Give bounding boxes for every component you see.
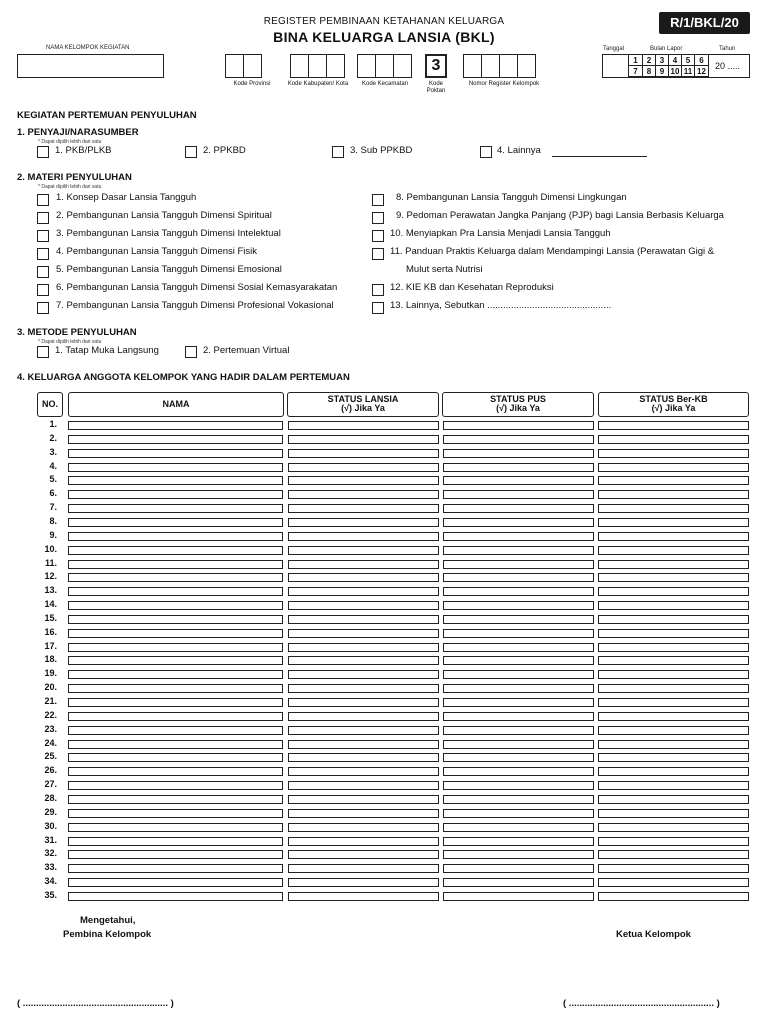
month-cell[interactable]: 3: [656, 55, 669, 66]
row-pus-cell[interactable]: [443, 463, 594, 472]
sub-ppkbd-checkbox[interactable]: [332, 146, 344, 158]
row-nama-cell[interactable]: [68, 670, 283, 679]
materi-label-10: 10. Menyiapkan Pra Lansia Menjadi Lansia Tangguh: [390, 228, 611, 239]
year-field[interactable]: 20 .....: [715, 61, 741, 71]
row-pus-cell[interactable]: [443, 767, 594, 776]
materi-label-8: 8. Pembangunan Lansia Tangguh Dimensi Lingkungan: [396, 192, 627, 203]
row-nama-cell[interactable]: [68, 573, 283, 582]
row-number: 31.: [44, 834, 57, 845]
row-lansia-cell[interactable]: [288, 615, 439, 624]
ketua-label: Ketua Kelompok: [616, 929, 691, 940]
row-kb-cell[interactable]: [598, 740, 749, 749]
month-cell[interactable]: 12: [695, 66, 709, 77]
row-pus-cell[interactable]: [443, 504, 594, 513]
col-pus-title: STATUS PUS: [490, 394, 546, 404]
col-lansia-header: [287, 392, 439, 417]
row-lansia-cell[interactable]: [288, 767, 439, 776]
month-cell[interactable]: 1: [629, 55, 643, 66]
row-kb-cell[interactable]: [598, 587, 749, 596]
row-number: 21.: [44, 696, 57, 706]
materi-checkbox-1[interactable]: [37, 194, 49, 206]
row-nama-cell[interactable]: [68, 615, 283, 624]
row-nama-cell[interactable]: [68, 532, 283, 541]
row-lansia-cell[interactable]: [288, 587, 439, 596]
row-nama-cell[interactable]: [68, 421, 283, 430]
row-lansia-cell[interactable]: [288, 712, 439, 721]
row-pus-cell[interactable]: [443, 850, 594, 859]
row-lansia-cell[interactable]: [288, 490, 439, 499]
materi-checkbox-6[interactable]: [37, 284, 49, 296]
row-nama-cell[interactable]: [68, 490, 283, 499]
row-pus-cell[interactable]: [443, 698, 594, 707]
materi-checkbox-10[interactable]: [372, 230, 384, 242]
section2-title: 2. MATERI PENYULUHAN: [17, 172, 132, 183]
materi-label-4: 4. Pembangunan Lansia Tangguh Dimensi Fisik: [56, 246, 258, 257]
ppkbd-checkbox[interactable]: [185, 146, 197, 158]
materi-checkbox-4[interactable]: [37, 248, 49, 260]
row-lansia-cell[interactable]: [288, 823, 439, 832]
row-number: 3.: [49, 446, 57, 457]
row-number: 11.: [44, 557, 57, 568]
row-nama-cell[interactable]: [68, 726, 283, 735]
row-kb-cell[interactable]: [598, 643, 749, 652]
row-lansia-cell[interactable]: [288, 435, 439, 444]
row-pus-cell[interactable]: [443, 781, 594, 790]
col-kb-hint: (√) Jika Ya: [651, 403, 696, 413]
section1-title: 1. PENYAJI/NARASUMBER: [17, 127, 139, 138]
row-kb-cell[interactable]: [598, 546, 749, 555]
col-no-header: NO.: [37, 392, 63, 417]
row-kb-cell[interactable]: [598, 878, 749, 887]
row-kb-cell[interactable]: [598, 767, 749, 776]
materi-label-1: 1. Konsep Dasar Lansia Tangguh: [56, 192, 197, 203]
row-pus-cell[interactable]: [443, 587, 594, 596]
row-lansia-cell[interactable]: [288, 684, 439, 693]
row-lansia-cell[interactable]: [288, 864, 439, 873]
materi-checkbox-9[interactable]: [372, 212, 384, 224]
kecamatan-label: Kode Kecamatan: [361, 81, 409, 87]
month-cell[interactable]: 8: [643, 66, 656, 77]
section1-note: * Dapat dipilih lebih dari satu: [38, 139, 102, 145]
row-nama-cell[interactable]: [68, 656, 283, 665]
row-nama-cell[interactable]: [68, 698, 283, 707]
row-lansia-cell[interactable]: [288, 878, 439, 887]
kecamatan-digit-2[interactable]: [375, 54, 394, 78]
materi-checkbox-11[interactable]: [372, 248, 384, 260]
row-number: 15.: [44, 612, 57, 623]
row-nama-cell[interactable]: [68, 643, 283, 652]
row-kb-cell[interactable]: [598, 781, 749, 790]
register-digit-3[interactable]: [499, 54, 518, 78]
materi-checkbox-8[interactable]: [372, 194, 384, 206]
row-lansia-cell[interactable]: [288, 421, 439, 430]
col-pus-header: [442, 392, 594, 417]
col-pus-hint: (√) Jika Ya: [496, 403, 540, 413]
row-number: 23.: [44, 723, 57, 734]
row-pus-cell[interactable]: [443, 878, 594, 887]
row-nama-cell[interactable]: [68, 518, 283, 527]
provinsi-digit-2[interactable]: [243, 54, 262, 78]
sub-ppkbd-label: 3. Sub PPKBD: [350, 145, 413, 156]
row-pus-cell[interactable]: [443, 712, 594, 721]
col-lansia-title: STATUS LANSIA: [327, 394, 399, 404]
ketua-signature-line[interactable]: ( ....................................................... ): [563, 998, 720, 1009]
row-lansia-cell[interactable]: [288, 476, 439, 485]
row-nama-cell[interactable]: [68, 892, 283, 901]
row-nama-cell[interactable]: [68, 850, 283, 859]
row-number: 4.: [49, 460, 57, 471]
row-kb-cell[interactable]: [598, 615, 749, 624]
kabupaten-digit-2[interactable]: [308, 54, 327, 78]
tatap-muka-label: 1. Tatap Muka Langsung: [55, 345, 159, 356]
row-nama-cell[interactable]: [68, 684, 283, 693]
month-cell[interactable]: 10: [669, 66, 682, 77]
row-number: 17.: [44, 640, 57, 651]
row-nama-cell[interactable]: [68, 560, 283, 569]
kabupaten-digit-3[interactable]: [326, 54, 345, 78]
row-pus-cell[interactable]: [443, 615, 594, 624]
row-kb-cell[interactable]: [598, 490, 749, 499]
row-number: 35.: [44, 889, 57, 900]
row-pus-cell[interactable]: [443, 643, 594, 652]
row-nama-cell[interactable]: [68, 864, 283, 873]
materi-label-13: 13. Lainnya, Sebutkan ...............................................: [390, 300, 612, 311]
register-label: Nomor Register Kelompok: [468, 81, 540, 87]
virtual-label: 2. Pertemuan Virtual: [203, 345, 290, 356]
row-lansia-cell[interactable]: [288, 463, 439, 472]
row-nama-cell[interactable]: [68, 476, 283, 485]
row-kb-cell[interactable]: [598, 573, 749, 582]
materi-label-12: 12. KIE KB dan Kesehatan Reproduksi: [390, 282, 554, 293]
row-pus-cell[interactable]: [443, 560, 594, 569]
materi-checkbox-12[interactable]: [372, 284, 384, 296]
report-date-calendar: [602, 54, 750, 78]
poktan-label: Kode Poktan: [426, 81, 446, 94]
row-nama-cell[interactable]: [68, 629, 283, 638]
row-nama-cell[interactable]: [68, 837, 283, 846]
row-number: 5.: [49, 474, 57, 485]
virtual-checkbox[interactable]: [185, 346, 197, 358]
kecamatan-digit-3[interactable]: [393, 54, 412, 78]
row-nama-cell[interactable]: [68, 795, 283, 804]
row-pus-cell[interactable]: [443, 546, 594, 555]
row-nama-cell[interactable]: [68, 878, 283, 887]
row-pus-cell[interactable]: [443, 864, 594, 873]
row-number: 12.: [44, 571, 57, 582]
row-number: 30.: [44, 820, 57, 831]
row-kb-cell[interactable]: [598, 809, 749, 818]
kabupaten-label: Kode Kabupaten/ Kota: [287, 81, 349, 87]
tanggal-label: Tanggal: [603, 46, 625, 52]
row-kb-cell[interactable]: [598, 504, 749, 513]
row-lansia-cell[interactable]: [288, 449, 439, 458]
row-kb-cell[interactable]: [598, 892, 749, 901]
row-nama-cell[interactable]: [68, 435, 283, 444]
row-number: 19.: [44, 668, 57, 679]
form-code-badge: R/1/BKL/20: [659, 12, 750, 34]
materi-checkbox-7[interactable]: [37, 302, 49, 314]
group-name-label: NAMA KELOMPOK KEGIATAN: [46, 45, 130, 51]
row-lansia-cell[interactable]: [288, 740, 439, 749]
pkb-checkbox[interactable]: [37, 146, 49, 158]
row-number: 2.: [49, 432, 57, 443]
row-pus-cell[interactable]: [443, 837, 594, 846]
row-nama-cell[interactable]: [68, 546, 283, 555]
row-number: 20.: [44, 682, 57, 693]
row-nama-cell[interactable]: [68, 449, 283, 458]
pkb-label: 1. PKB/PLKB: [55, 145, 112, 156]
row-pus-cell[interactable]: [443, 656, 594, 665]
bulan-label: Bulan Lapor: [650, 46, 683, 52]
row-number: 6.: [49, 488, 57, 499]
row-nama-cell[interactable]: [68, 587, 283, 596]
month-grid: [629, 55, 711, 77]
row-pus-cell[interactable]: [443, 518, 594, 527]
row-kb-cell[interactable]: [598, 449, 749, 458]
row-number: 32.: [44, 848, 57, 859]
form-subtitle: REGISTER PEMBINAAN KETAHANAN KELUARGA: [263, 16, 505, 27]
row-lansia-cell[interactable]: [288, 726, 439, 735]
row-pus-cell[interactable]: [443, 740, 594, 749]
register-digit-4[interactable]: [517, 54, 536, 78]
row-kb-cell[interactable]: [598, 698, 749, 707]
row-pus-cell[interactable]: [443, 421, 594, 430]
row-lansia-cell[interactable]: [288, 698, 439, 707]
group-name-field[interactable]: [17, 54, 164, 78]
row-kb-cell[interactable]: [598, 864, 749, 873]
row-number: 24.: [44, 737, 57, 748]
row-kb-cell[interactable]: [598, 463, 749, 472]
ppkbd-label: 2. PPKBD: [203, 145, 246, 156]
provinsi-label: Kode Provinsi: [233, 81, 271, 87]
materi-label-11: 11. Panduan Praktis Keluarga dalam Mendampingi Lansia (Perawatan Gigi &: [390, 246, 715, 257]
materi-checkbox-2[interactable]: [37, 212, 49, 224]
row-lansia-cell[interactable]: [288, 850, 439, 859]
row-kb-cell[interactable]: [598, 421, 749, 430]
materi-label-9: 9. Pedoman Perawatan Jangka Panjang (PJP) bagi Lansia Berbasis Keluarga: [396, 210, 724, 221]
row-kb-cell[interactable]: [598, 601, 749, 610]
row-number: 18.: [44, 654, 57, 665]
row-lansia-cell[interactable]: [288, 504, 439, 513]
row-number: 22.: [44, 709, 57, 720]
row-kb-cell[interactable]: [598, 753, 749, 762]
main-heading: KEGIATAN PERTEMUAN PENYULUHAN: [17, 110, 197, 121]
month-cell[interactable]: 6: [695, 55, 709, 66]
month-cell[interactable]: 9: [656, 66, 669, 77]
row-pus-cell[interactable]: [443, 573, 594, 582]
row-kb-cell[interactable]: [598, 684, 749, 693]
month-cell[interactable]: 4: [669, 55, 682, 66]
row-number: 33.: [44, 862, 57, 873]
row-nama-cell[interactable]: [68, 781, 283, 790]
register-digit-2[interactable]: [481, 54, 500, 78]
row-pus-cell[interactable]: [443, 449, 594, 458]
row-number: 14.: [44, 599, 57, 610]
row-nama-cell[interactable]: [68, 712, 283, 721]
col-nama-header: NAMA: [68, 392, 284, 417]
month-cell[interactable]: 2: [643, 55, 656, 66]
row-number: 28.: [44, 792, 57, 803]
row-kb-cell[interactable]: [598, 823, 749, 832]
tatap-muka-checkbox[interactable]: [37, 346, 49, 358]
row-kb-cell[interactable]: [598, 532, 749, 541]
row-lansia-cell[interactable]: [288, 560, 439, 569]
row-kb-cell[interactable]: [598, 476, 749, 485]
col-kb-title: STATUS Ber-KB: [639, 394, 708, 404]
row-pus-cell[interactable]: [443, 726, 594, 735]
materi-label-7: 7. Pembangunan Lansia Tangguh Dimensi Profesional Vokasional: [56, 300, 334, 311]
month-cell[interactable]: 5: [682, 55, 695, 66]
col-kb-header: [598, 392, 749, 417]
row-nama-cell[interactable]: [68, 809, 283, 818]
row-pus-cell[interactable]: [443, 435, 594, 444]
row-nama-cell[interactable]: [68, 740, 283, 749]
row-lansia-cell[interactable]: [288, 518, 439, 527]
lainnya-input-line[interactable]: [552, 156, 647, 157]
row-number: 27.: [44, 779, 57, 790]
row-pus-cell[interactable]: [443, 601, 594, 610]
row-pus-cell[interactable]: [443, 670, 594, 679]
row-pus-cell[interactable]: [443, 476, 594, 485]
row-pus-cell[interactable]: [443, 795, 594, 804]
row-number: 8.: [49, 515, 57, 526]
row-nama-cell[interactable]: [68, 463, 283, 472]
col-lansia-hint: (√) Jika Ya: [341, 403, 385, 413]
mengetahui-label: Mengetahui,: [80, 915, 136, 926]
row-lansia-cell[interactable]: [288, 670, 439, 679]
row-number: 34.: [44, 876, 57, 887]
row-nama-cell[interactable]: [68, 823, 283, 832]
row-pus-cell[interactable]: [443, 809, 594, 818]
pembina-signature-line[interactable]: ( ....................................................... ): [17, 998, 174, 1009]
row-lansia-cell[interactable]: [288, 629, 439, 638]
row-kb-cell[interactable]: [598, 656, 749, 665]
register-digit-1[interactable]: [463, 54, 482, 78]
row-lansia-cell[interactable]: [288, 892, 439, 901]
row-number: 1.: [49, 419, 57, 429]
row-number: 7.: [49, 502, 57, 513]
lainnya-checkbox[interactable]: [480, 146, 492, 158]
row-number: 26.: [44, 765, 57, 776]
row-pus-cell[interactable]: [443, 753, 594, 762]
row-kb-cell[interactable]: [598, 850, 749, 859]
row-pus-cell[interactable]: [443, 684, 594, 693]
form-title: BINA KELUARGA LANSIA (BKL): [273, 29, 495, 45]
row-number: 29.: [44, 806, 57, 817]
row-pus-cell[interactable]: [443, 629, 594, 638]
materi-checkbox-3[interactable]: [37, 230, 49, 242]
section3-title: 3. METODE PENYULUHAN: [17, 327, 137, 338]
row-number: 10.: [44, 543, 57, 554]
row-number: 13.: [44, 585, 57, 596]
row-lansia-cell[interactable]: [288, 656, 439, 665]
row-lansia-cell[interactable]: [288, 781, 439, 790]
row-number: 9.: [49, 529, 57, 540]
row-pus-cell[interactable]: [443, 823, 594, 832]
tanggal-field[interactable]: [603, 55, 629, 77]
month-cell[interactable]: 7: [629, 66, 643, 77]
kecamatan-digit-1[interactable]: [357, 54, 376, 78]
row-pus-cell[interactable]: [443, 532, 594, 541]
row-kb-cell[interactable]: [598, 435, 749, 444]
row-nama-cell[interactable]: [68, 767, 283, 776]
poktan-code-box: 3: [425, 54, 447, 78]
provinsi-digit-1[interactable]: [225, 54, 244, 78]
row-lansia-cell[interactable]: [288, 837, 439, 846]
row-pus-cell[interactable]: [443, 490, 594, 499]
materi-label-11-continued: Mulut serta Nutrisi: [406, 264, 483, 275]
row-nama-cell[interactable]: [68, 601, 283, 610]
row-kb-cell[interactable]: [598, 837, 749, 846]
row-lansia-cell[interactable]: [288, 809, 439, 818]
section3-note: * Dapat dipilih lebih dari satu: [38, 339, 102, 345]
row-lansia-cell[interactable]: [288, 573, 439, 582]
row-kb-cell[interactable]: [598, 712, 749, 721]
row-lansia-cell[interactable]: [288, 795, 439, 804]
materi-label-5: 5. Pembangunan Lansia Tangguh Dimensi Emosional: [56, 264, 282, 275]
row-kb-cell[interactable]: [598, 518, 749, 527]
row-number: 25.: [44, 751, 57, 762]
row-lansia-cell[interactable]: [288, 532, 439, 541]
row-kb-cell[interactable]: [598, 560, 749, 569]
row-pus-cell[interactable]: [443, 892, 594, 901]
tahun-label: Tahun: [719, 46, 736, 52]
row-kb-cell[interactable]: [598, 726, 749, 735]
row-lansia-cell[interactable]: [288, 546, 439, 555]
row-lansia-cell[interactable]: [288, 753, 439, 762]
row-nama-cell[interactable]: [68, 504, 283, 513]
row-nama-cell[interactable]: [68, 753, 283, 762]
month-cell[interactable]: 11: [682, 66, 695, 77]
row-kb-cell[interactable]: [598, 670, 749, 679]
pembina-label: Pembina Kelompok: [63, 929, 152, 940]
materi-label-2: 2. Pembangunan Lansia Tangguh Dimensi Spiritual: [56, 210, 272, 221]
materi-checkbox-5[interactable]: [37, 266, 49, 278]
materi-label-3: 3. Pembangunan Lansia Tangguh Dimensi Intelektual: [56, 228, 281, 239]
row-kb-cell[interactable]: [598, 795, 749, 804]
section2-note: * Dapat dipilih lebih dari satu: [38, 184, 102, 190]
lainnya-label: 4. Lainnya: [497, 145, 541, 156]
materi-label-6: 6. Pembangunan Lansia Tangguh Dimensi Sosial Kemasyarakatan: [56, 282, 338, 293]
section4-title: 4. KELUARGA ANGGOTA KELOMPOK YANG HADIR DALAM PERTEMUAN: [17, 372, 350, 383]
materi-checkbox-13[interactable]: [372, 302, 384, 314]
row-lansia-cell[interactable]: [288, 601, 439, 610]
kabupaten-digit-1[interactable]: [290, 54, 309, 78]
row-kb-cell[interactable]: [598, 629, 749, 638]
row-lansia-cell[interactable]: [288, 643, 439, 652]
row-number: 16.: [44, 626, 57, 637]
